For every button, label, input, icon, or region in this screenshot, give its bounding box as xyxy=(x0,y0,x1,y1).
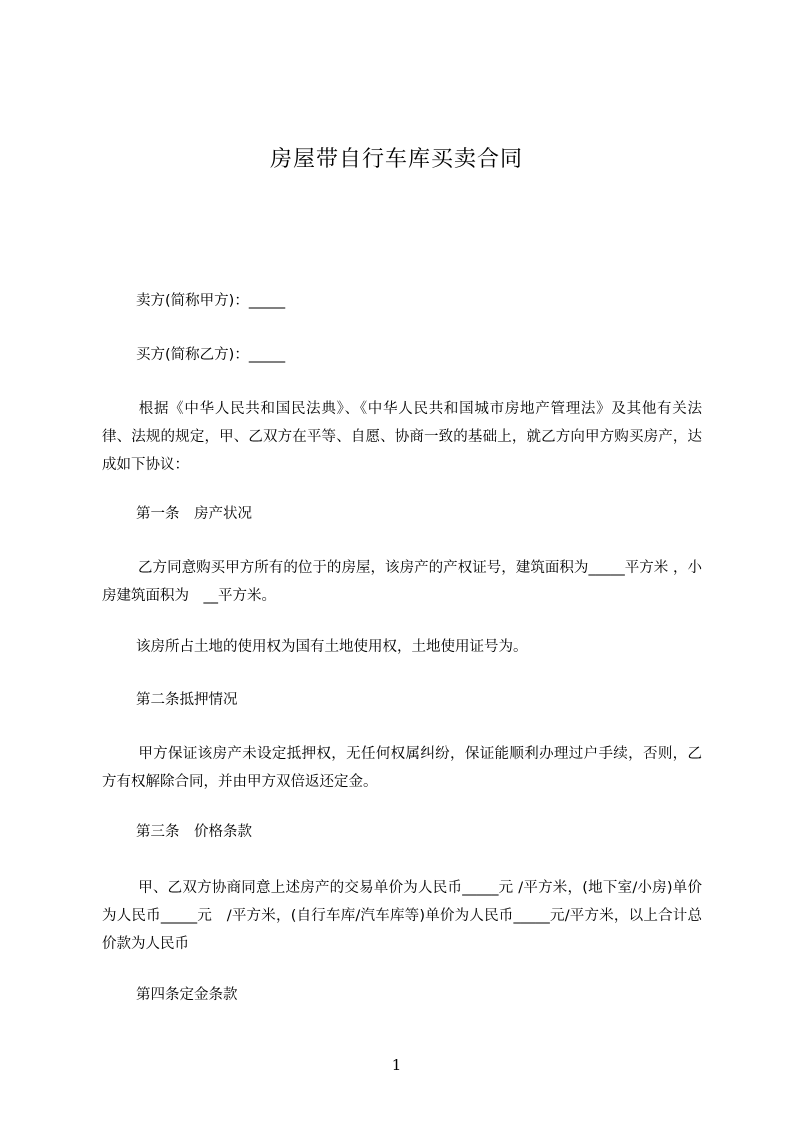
article3-paragraph1-text: 甲、乙双方协商同意上述房产的交易单价为人民币_____元 /平方米，(地下室/小房)单价为人民币_____元 /平方米，(自行车库/汽车库等)单价为人民币_____元/平方米，以上合计总价款为人民币 xyxy=(102,880,702,952)
buyer-line: 买方(简称乙方)：_____ xyxy=(136,347,286,363)
article1-paragraph1 xyxy=(102,554,702,610)
document-title: 房屋带自行车库买卖合同 xyxy=(269,147,523,172)
article4-heading: 第四条定金条款 xyxy=(136,987,238,1003)
article2-heading: 第二条抵押情况 xyxy=(136,692,238,708)
article3-paragraph1 xyxy=(102,874,702,958)
page-number: 1 xyxy=(391,1056,402,1074)
preamble-paragraph xyxy=(102,395,702,479)
article1-paragraph2: 该房所占土地的使用权为国有土地使用权，土地使用证号为。 xyxy=(136,639,528,655)
article1-heading: 第一条 房产状况 xyxy=(136,506,252,522)
preamble-text: 根据《中华人民共和国民法典》、《中华人民共和国城市房地产管理法》及其他有关法律、法规的规定，甲、乙双方在平等、自愿、协商一致的基础上，就乙方向甲方购买房产，达成如下协议： xyxy=(102,401,702,473)
seller-line: 卖方(简称甲方)：_____ xyxy=(136,293,286,309)
article2-paragraph1 xyxy=(102,740,702,796)
article1-paragraph1-text: 乙方同意购买甲方所有的位于的房屋，该房产的产权证号，建筑面积为_____平方米 ，小房建筑面积为 __平方米。 xyxy=(102,560,702,604)
article2-paragraph1-text: 甲方保证该房产未设定抵押权，无任何权属纠纷，保证能顺利办理过户手续，否则，乙方有权解除合同，并由甲方双倍返还定金。 xyxy=(102,746,702,790)
article3-heading: 第三条 价格条款 xyxy=(136,824,252,840)
